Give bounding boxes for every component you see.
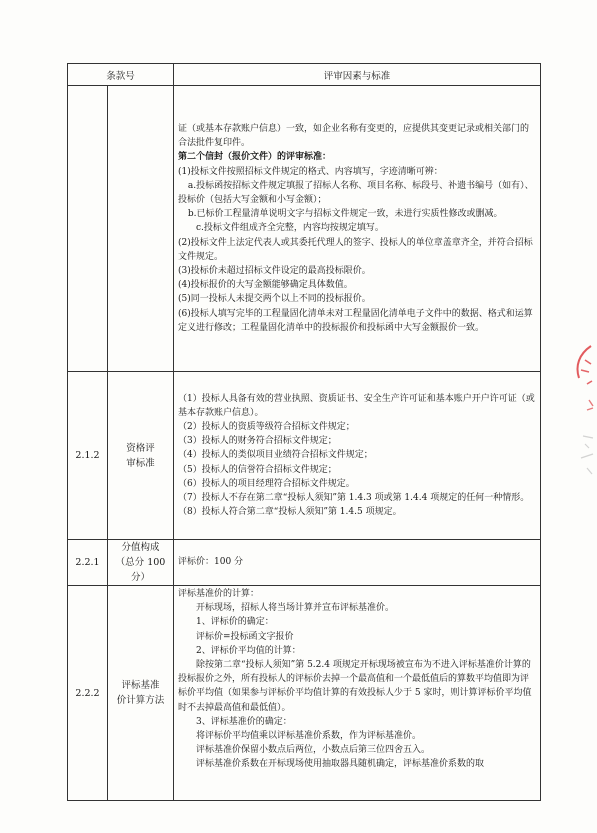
row1-item xyxy=(108,86,174,372)
row1-subheading: 第二个信封（报价文件）的评审标准： xyxy=(178,152,332,163)
header-clause: 条款号 xyxy=(68,64,174,86)
row1-line: a.投标函按招标文件规定填报了招标人名称、项目名称、标段号、补遗书编号（如有）、投标价（包括大写金额和小写金额）； xyxy=(178,180,534,205)
table-row-score xyxy=(68,540,541,586)
row2-content xyxy=(174,372,541,540)
row4-line: 评标价=投标函文字报价 xyxy=(196,631,294,642)
header-criteria: 评审因素与标准 xyxy=(174,64,541,86)
row4-line: 评标基准价系数在开标现场使用抽取器具随机确定，评标基准价系数的取 xyxy=(196,759,485,770)
row4-line: 评标基准价保留小数点后两位，小数点后第三位四舍五入。 xyxy=(196,745,431,756)
row1-line: (3)投标价未超过招标文件设定的最高投标限价。 xyxy=(178,266,371,276)
row2-item xyxy=(108,372,174,540)
row3-item-line1: 分值构成 xyxy=(121,542,160,553)
row3-num: 2.2.1 xyxy=(68,540,108,586)
row4-item-line2: 价计算方法 xyxy=(116,695,165,706)
criteria-table xyxy=(67,63,541,801)
row1-line: c.投标文件组成齐全完整，内容均按规定填写。 xyxy=(196,223,384,234)
row4-line: 除按第二章“投标人须知”第 5.2.4 项规定开标现场被宣布为不进入评标基准价计算的投标报价之外，所有投标人的评标价去掉一个最高值和一个最低值后的算数平均值即为评标价平均值（如果参与评标价平均值计算的有效投标人少于 5 家时，则计算评标价平均值时不去掉最高值和最低值）。 xyxy=(178,660,532,713)
row4-num: 2.2.2 xyxy=(68,586,108,801)
row2-line: （5）投标人的信誉符合招标文件规定； xyxy=(178,464,337,475)
row2-line: （8）投标人符合第二章“投标人须知”第 1.4.5 项规定。 xyxy=(178,507,402,518)
row1-line: (6)投标人填写完毕的工程量固化清单未对工程量固化清单电子文件中的数据、格式和运算定义进行修改；工程量固化清单中的投标报价和投标函中大写金额报价一致。 xyxy=(178,308,533,333)
row4-item-line1: 评标基准 xyxy=(121,680,160,691)
row1-line: (2)投标文件上法定代表人或其委托代理人的签字、投标人的单位章盖章齐全，并符合招标文件规定。 xyxy=(178,237,533,262)
row2-line: （3）投标人的财务符合招标文件规定； xyxy=(178,436,337,447)
row2-num: 2.1.2 xyxy=(68,372,108,540)
row4-line: 开标现场，招标人将当场计算并宣布评标基准价。 xyxy=(196,603,395,614)
row1-line: (1)投标文件按照招标文件规定的格式、内容填写，字迹清晰可辨： xyxy=(178,166,443,177)
red-seal-fragment-icon xyxy=(569,340,597,480)
row3-content: 评标价：100 分 xyxy=(174,540,541,586)
table-row-benchmark xyxy=(68,586,541,801)
row1-line: (5)同一投标人未提交两个以上不同的投标报价。 xyxy=(178,294,371,305)
row1-content xyxy=(174,86,541,372)
row1-num xyxy=(68,86,108,372)
table-header-row xyxy=(68,64,541,86)
row4-content xyxy=(174,586,541,801)
row2-line: （2）投标人的资质等级符合招标文件规定； xyxy=(178,421,355,432)
row2-line: （7）投标人不存在第二章“投标人须知”第 1.4.3 项或第 1.4.4 项规定的任何一种情形。 xyxy=(178,493,530,503)
row4-line: 1、评标价的确定： xyxy=(196,617,274,628)
row4-line: 2、评标价平均值的计算： xyxy=(196,645,301,656)
row2-line: （1）投标人具备有效的营业执照、资质证书、安全生产许可证和基本账户开户许可证（或基本存款账户信息）。 xyxy=(178,393,535,418)
row2-item-line1: 资格评 xyxy=(126,442,155,454)
row2-item-line2: 审标准 xyxy=(126,457,155,469)
row2-line: （6）投标人的项目经理符合招标文件规定。 xyxy=(178,478,355,489)
row4-line: 将评标价平均值乘以评标基准价系数，作为评标基准价。 xyxy=(196,731,422,742)
row2-line: （4）投标人的类似项目业绩符合招标文件规定； xyxy=(178,450,373,461)
row3-item xyxy=(108,540,174,586)
row1-line: (4)投标报价的大写金额能够确定具体数值。 xyxy=(178,280,353,291)
row4-line: 评标基准价的计算： xyxy=(178,589,260,599)
table-row-continuation xyxy=(68,86,541,372)
row4-line: 3、评标基准价的确定： xyxy=(196,716,292,727)
row4-item xyxy=(108,586,174,801)
row1-line: b.已标价工程量清单说明文字与招标文件规定一致，未进行实质性修改或删减。 xyxy=(187,209,503,220)
table-row-qualification xyxy=(68,372,541,540)
row1-line: 证（或基本存款账户信息）一致，如企业名称有变更的，应提供其变更记录或相关部门的合法批件复印件。 xyxy=(178,123,530,149)
row3-item-line2: （总分 100 分） xyxy=(115,557,166,583)
